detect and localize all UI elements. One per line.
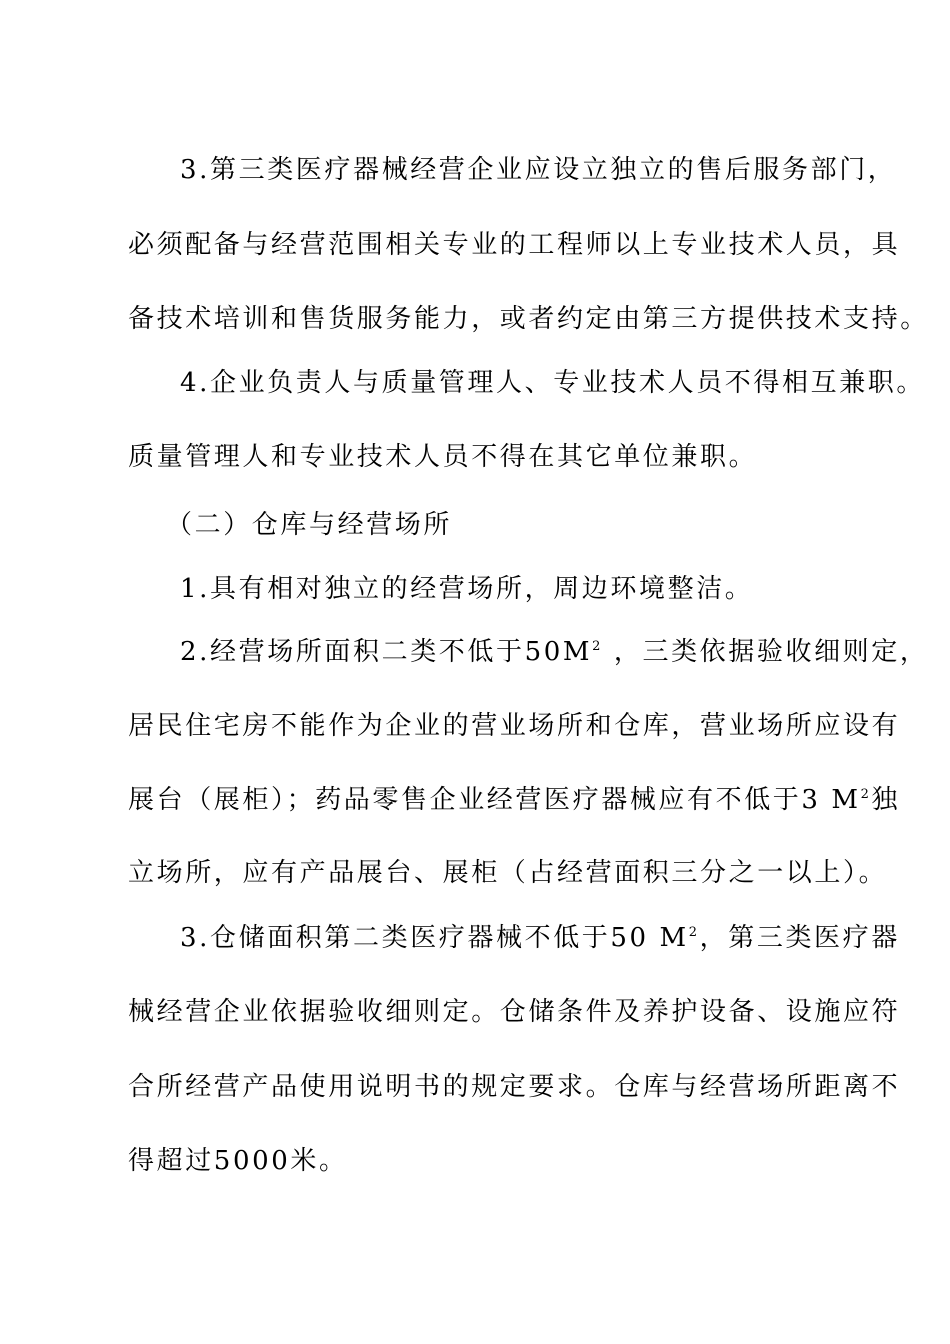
line-text: 2.经营场所面积二类不低于50M (180, 637, 593, 667)
paragraph-line: 1.具有相对独立的经营场所，周边环境整洁。 (180, 574, 754, 604)
paragraph-line: 备技术培训和售货服务能力，或者约定由第三方提供技术支持。 (128, 304, 929, 334)
superscript: 2 (860, 787, 872, 802)
paragraph-line (180, 636, 929, 668)
line-text: 独 (871, 785, 901, 815)
paragraph-line: 居民住宅房不能作为企业的营业场所和仓库，营业场所应设有 (128, 711, 901, 741)
paragraph-line: 械经营企业依据验收细则定。仓储条件及养护设备、设施应符 (128, 997, 901, 1027)
paragraph-line: 得超过5000米。 (128, 1146, 348, 1176)
paragraph-line (180, 922, 900, 954)
paragraph-line: 3.第三类医疗器械经营企业应设立独立的售后服务部门， (180, 155, 897, 185)
paragraph-line: 立场所，应有产品展台、展柜（占经营面积三分之一以上）。 (128, 858, 888, 888)
superscript: 2 (688, 925, 700, 940)
paragraph-line: 质量管理人和专业技术人员不得在其它单位兼职。 (128, 442, 758, 472)
line-text: ，第三类医疗器 (699, 923, 900, 953)
paragraph-line (128, 784, 901, 816)
line-text: 展台（展柜）；药品零售企业经营医疗器械应有不低于3 M (128, 785, 861, 815)
superscript: 2 (592, 639, 603, 654)
section-heading: （二）仓库与经营场所 (166, 510, 453, 540)
paragraph-line: 4.企业负责人与质量管理人、专业技术人员不得相互兼职。 (180, 368, 926, 398)
line-text: 3.仓储面积第二类医疗器械不低于50 M (180, 923, 689, 953)
line-text: ，三类依据验收细则定， (603, 637, 929, 667)
paragraph-line: 合所经营产品使用说明书的规定要求。仓库与经营场所距离不 (128, 1072, 901, 1102)
paragraph-line: 必须配备与经营范围相关专业的工程师以上专业技术人员，具 (128, 230, 901, 260)
